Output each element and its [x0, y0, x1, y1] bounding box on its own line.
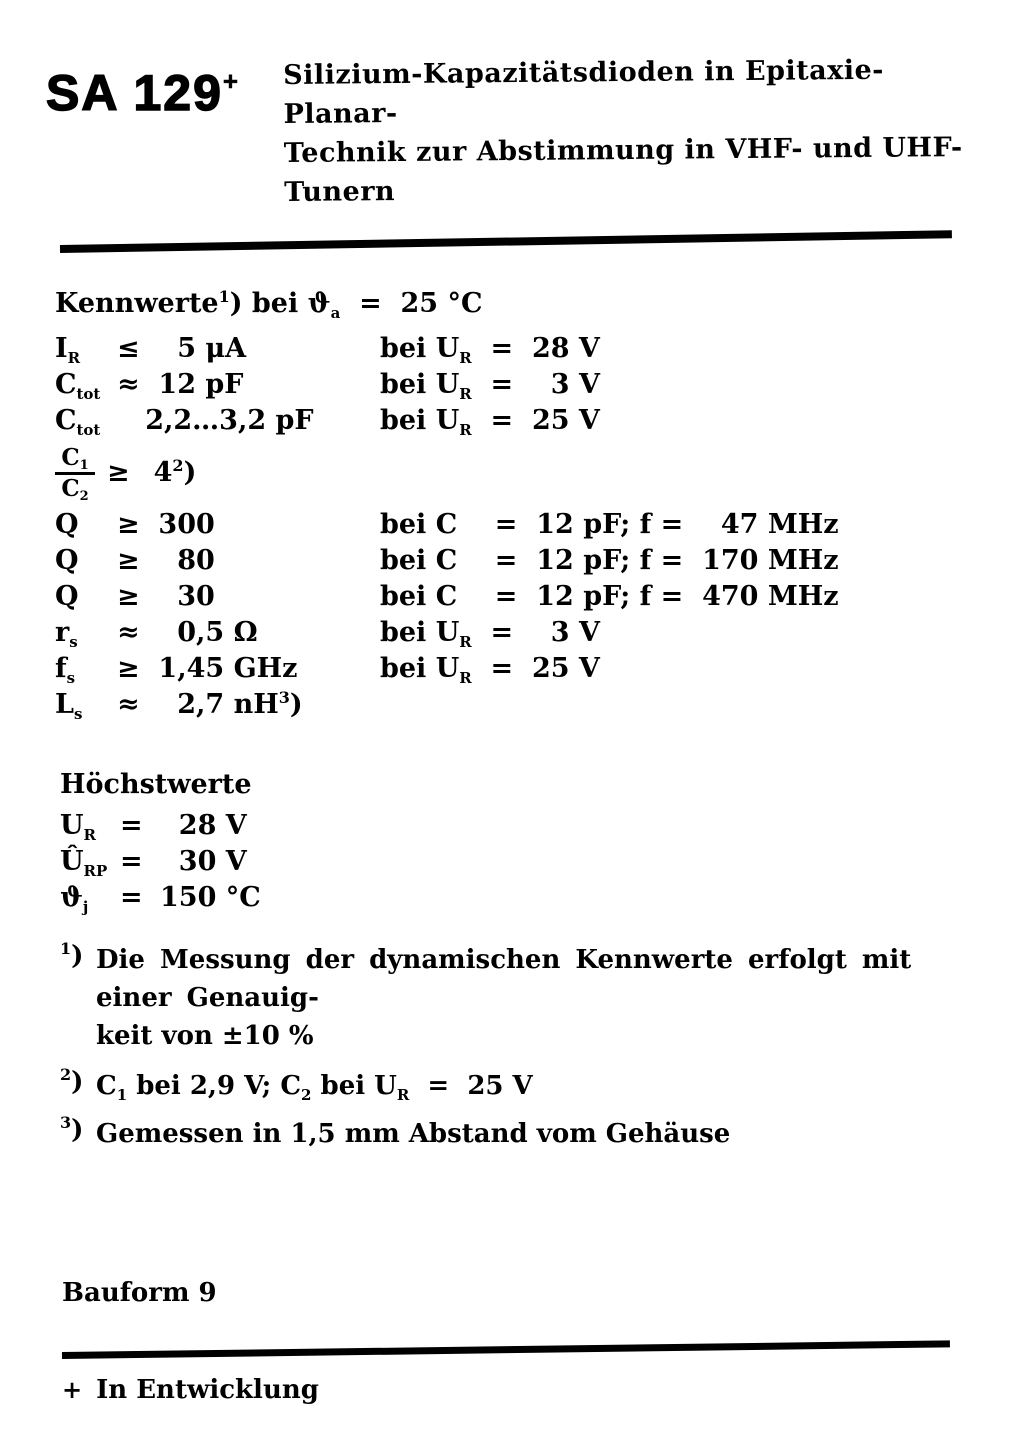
table-row-ctot-1	[55, 367, 970, 403]
product-code	[46, 64, 240, 122]
in-development-marker: +	[222, 66, 241, 96]
row-condition: bei $U_R = 25$ V	[380, 653, 600, 687]
footnotes-section	[60, 941, 960, 1153]
row-condition: bei $U_R = 25$ V	[380, 405, 600, 439]
row-condition: bei $U_R = 28$ V	[380, 333, 600, 367]
equals-sign: =	[120, 810, 143, 841]
row-symbol: Q	[55, 581, 79, 612]
row-value: 28 V	[160, 810, 247, 841]
row-value: 150 °C	[160, 882, 261, 913]
table-row-capacitance-ratio	[55, 439, 970, 507]
row-symbol: Q	[55, 545, 79, 576]
row-value: ≤ 5 μA	[117, 333, 247, 364]
row-value: ≈ 0,5 Ω	[117, 617, 258, 648]
table-row-q-170	[55, 543, 970, 579]
row-value: ≈ 2,7 nH	[117, 689, 279, 720]
fraction-value: $4^2$)	[153, 456, 197, 488]
development-note	[62, 1375, 319, 1405]
footnote-2	[60, 1067, 960, 1105]
row-symbol: $I_R$	[55, 333, 81, 367]
theta-subscript: a	[330, 304, 341, 322]
hoechstwerte-row-urp	[60, 844, 261, 880]
row-value: 30 V	[160, 846, 247, 877]
hoechstwerte-row-ur	[60, 808, 261, 844]
fraction-numerator: $C_1$	[55, 445, 95, 474]
plus-marker: +	[62, 1375, 83, 1404]
kennwerte-condition: ) bei ϑ	[229, 288, 331, 319]
row-condition: bei C = 12 pF; f = 470 MHz	[380, 581, 839, 612]
kennwerte-heading-text: Kennwerte	[55, 288, 219, 319]
development-note-text: In Entwicklung	[96, 1375, 319, 1405]
row-symbol: $f_s$	[55, 653, 76, 687]
row-symbol: $r_s$	[55, 617, 78, 651]
row-condition: bei C = 12 pF; f = 47 MHz	[380, 509, 839, 540]
equals-sign: =	[120, 882, 143, 913]
row-value: ≥ 30	[117, 581, 215, 612]
footnote-marker: $^2$)	[60, 1065, 84, 1097]
footnote-ref-2: 2	[172, 456, 184, 475]
row-symbol: $L_s$	[55, 689, 83, 723]
product-code-text: SA 129	[46, 65, 223, 121]
table-row-fs	[55, 651, 970, 687]
table-row-ir	[55, 331, 970, 367]
row-symbol: Q	[55, 509, 79, 540]
row-condition: bei C = 12 pF; f = 170 MHz	[380, 545, 839, 576]
footnote-marker: $^3$)	[60, 1113, 84, 1145]
row-value: 2,2…3,2 pF	[117, 405, 314, 436]
bottom-divider-rule	[62, 1340, 950, 1359]
fraction-relation: ≥	[107, 457, 130, 488]
table-row-q-470	[55, 579, 970, 615]
row-symbol: $C_{tot}$	[55, 369, 101, 403]
fraction-denominator: $C_2$	[61, 474, 89, 504]
footnote-ref-3: 3	[278, 688, 290, 707]
kennwerte-table	[55, 331, 970, 723]
table-row-ctot-2	[55, 403, 970, 439]
hoechstwerte-section	[60, 766, 261, 916]
footnote-ref-1: 1	[218, 287, 230, 306]
footnote-marker: $^1$)	[60, 939, 84, 971]
kennwerte-heading	[55, 287, 483, 322]
top-divider-rule	[60, 230, 952, 253]
hoechstwerte-row-tj	[60, 880, 261, 916]
row-value: ≥ 1,45 GHz	[117, 653, 298, 684]
row-symbol: $Û_{RP}$	[60, 846, 108, 880]
row-value: ≥ 80	[117, 545, 215, 576]
bauform-label: Bauform 9	[62, 1278, 217, 1308]
row-symbol: $U_R$	[60, 810, 97, 844]
footnote-text: Die Messung der dynamischen Kennwerte erfolgt mit einer Genauig- keit von ±10 %	[96, 945, 912, 1051]
footnote-3	[60, 1115, 960, 1153]
footnote-1	[60, 941, 960, 1055]
footnote-text: $C_1$ bei 2,9 V; $C_2$ bei $U_R = 25$ V	[96, 1071, 533, 1104]
row-condition: bei $U_R$ = 3 V	[380, 617, 600, 651]
row-condition: bei $U_R$ = 3 V	[380, 369, 600, 403]
row-symbol: $C_{tot}$	[55, 405, 101, 439]
table-row-rs	[55, 615, 970, 651]
table-row-q-47	[55, 507, 970, 543]
footnote-text: Gemessen in 1,5 mm Abstand vom Gehäuse	[96, 1119, 731, 1149]
title-line-2: Technik zur Abstimmung in VHF- und UHF-Tunern	[283, 132, 963, 208]
row-symbol: $ϑ_j$	[60, 882, 89, 916]
kennwerte-condition-value: = 25 °C	[340, 288, 483, 319]
table-row-ls: $L_s$ ≈ 2,7 $nH^3$)	[55, 688, 303, 723]
hoechstwerte-heading: Höchstwerte	[60, 769, 252, 800]
page-title	[283, 50, 974, 212]
row-value: ≈ 12 pF	[117, 369, 244, 400]
equals-sign: =	[120, 846, 143, 877]
capacitance-ratio-fraction	[55, 444, 95, 504]
title-line-1: Silizium-Kapazitätsdioden in Epitaxie-Planar-	[283, 54, 885, 130]
row-value: ≥ 300	[117, 509, 215, 540]
